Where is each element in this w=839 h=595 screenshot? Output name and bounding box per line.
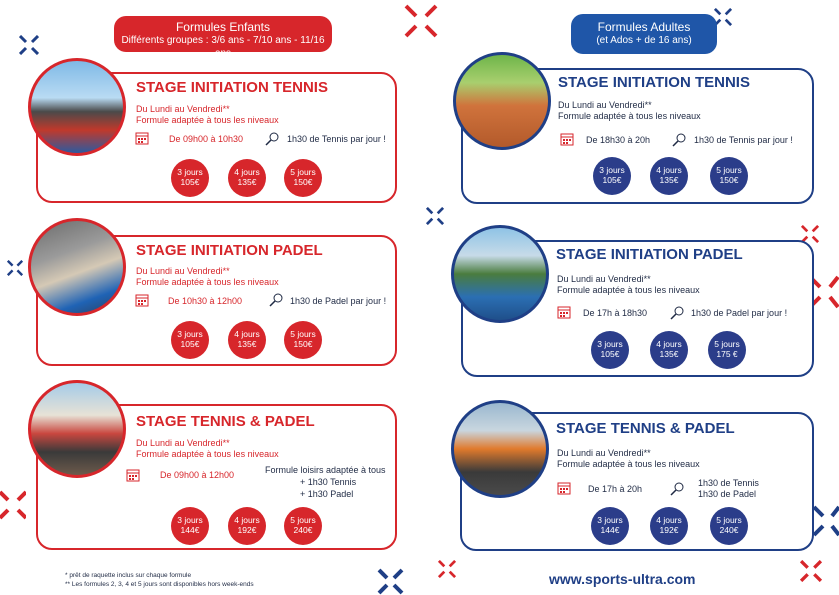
price-value: 105€: [602, 175, 622, 185]
calendar-icon: [557, 481, 571, 495]
price-days: 4 jours: [234, 167, 260, 177]
calendar-icon: [126, 468, 140, 482]
price-5-days: [284, 321, 322, 359]
price-days: 3 jours: [597, 515, 623, 525]
price-value: 135€: [659, 349, 679, 359]
racket-icon: [269, 293, 283, 307]
card-time: De 09h00 à 12h00: [160, 470, 235, 480]
header-subtitle: (et Ados + de 16 ans): [596, 35, 692, 46]
price-value: 105€: [180, 339, 200, 349]
card-title: STAGE TENNIS & PADEL: [556, 420, 735, 437]
price-days: 4 jours: [656, 339, 682, 349]
card-perday-1: Formule loisirs adaptée à tous: [265, 465, 386, 475]
card-time: De 17h à 20h: [588, 484, 643, 494]
price-days: 5 jours: [716, 165, 742, 175]
price-5-days: [284, 507, 322, 545]
price-value: 144€: [600, 525, 620, 535]
card-perday-2: 1h30 de Padel: [698, 489, 757, 499]
racket-icon: [670, 306, 684, 320]
price-3-days: [171, 159, 209, 197]
price-days: 5 jours: [714, 339, 740, 349]
card-perday-3: + 1h30 Padel: [300, 489, 354, 499]
price-5-days: [708, 331, 746, 369]
card-days: Du Lundi au Vendredi**: [136, 104, 230, 114]
price-value: 135€: [659, 175, 679, 185]
price-value: 150€: [719, 175, 739, 185]
price-days: 4 jours: [234, 329, 260, 339]
calendar-icon: [135, 293, 149, 307]
price-3-days: [593, 157, 631, 195]
racket-icon: [265, 132, 279, 146]
card-time: De 18h30 à 20h: [586, 135, 651, 145]
price-days: 5 jours: [716, 515, 742, 525]
price-days: 3 jours: [177, 167, 203, 177]
photo-adult-tennis: [453, 52, 551, 150]
card-days: Du Lundi au Vendredi**: [558, 100, 652, 110]
header-title: Formules Adultes: [597, 20, 691, 34]
card-subtitle: [557, 448, 700, 470]
price-4-days: [228, 159, 266, 197]
header-title: Formules Enfants: [175, 20, 271, 34]
price-days: 3 jours: [177, 329, 203, 339]
price-4-days: [650, 157, 688, 195]
card-level: Formule adaptée à tous les niveaux: [136, 449, 279, 459]
card-days: Du Lundi au Vendredi**: [557, 274, 651, 284]
card-time: De 09h00 à 10h30: [169, 134, 244, 144]
price-days: 5 jours: [290, 515, 316, 525]
cross-decoration-icon: [0, 490, 26, 520]
card-subtitle: [136, 438, 279, 460]
price-5-days: [710, 507, 748, 545]
price-days: 5 jours: [290, 329, 316, 339]
header-subtitle: Différents groupes : 3/6 ans - 7/10 ans - 11/16 ans: [121, 35, 325, 59]
card-perday: 1h30 de Tennis par jour !: [287, 134, 386, 144]
cross-decoration-icon: [19, 35, 39, 55]
price-3-days: [591, 507, 629, 545]
card-perday: 1h30 de Tennis par jour !: [694, 135, 793, 145]
card-days: Du Lundi au Vendredi**: [136, 438, 230, 448]
card-level: Formule adaptée à tous les niveaux: [557, 285, 700, 295]
price-4-days: [650, 507, 688, 545]
price-3-days: [171, 321, 209, 359]
price-3-days: [591, 331, 629, 369]
card-level: Formule adaptée à tous les niveaux: [136, 277, 279, 287]
price-days: 4 jours: [656, 515, 682, 525]
cross-decoration-icon: [7, 260, 23, 276]
price-value: 105€: [600, 349, 620, 359]
price-days: 4 jours: [656, 165, 682, 175]
cross-decoration-icon: [438, 560, 456, 578]
cross-decoration-icon: [404, 4, 438, 38]
card-perday: 1h30 de Padel par jour !: [691, 308, 788, 318]
photo-kids-padel: [28, 218, 126, 316]
price-days: 3 jours: [177, 515, 203, 525]
price-days: 4 jours: [234, 515, 260, 525]
price-4-days: [228, 321, 266, 359]
price-days: 3 jours: [599, 165, 625, 175]
card-perday: 1h30 de Padel par jour !: [290, 296, 387, 306]
price-value: 150€: [293, 177, 313, 187]
cross-decoration-icon: [812, 505, 839, 537]
photo-adult-tennis-padel: [451, 400, 549, 498]
footnote-1: * prêt de raquette inclus sur chaque formule: [65, 572, 192, 579]
price-5-days: [284, 159, 322, 197]
price-value: 192€: [659, 525, 679, 535]
card-days: Du Lundi au Vendredi**: [557, 448, 651, 458]
photo-kids-tennis-padel: [28, 380, 126, 478]
card-perday-2: + 1h30 Tennis: [300, 477, 357, 487]
price-value: 175 €: [716, 349, 738, 359]
card-subtitle: [136, 266, 279, 288]
calendar-icon: [135, 131, 149, 145]
photo-kids-tennis: [28, 58, 126, 156]
card-title: STAGE INITIATION TENNIS: [558, 74, 750, 91]
card-title: STAGE INITIATION PADEL: [136, 242, 323, 259]
racket-icon: [672, 133, 686, 147]
card-perday-1: 1h30 de Tennis: [698, 478, 759, 488]
website-link[interactable]: www.sports-ultra.com: [549, 571, 696, 587]
card-subtitle: [136, 104, 279, 126]
price-3-days: [171, 507, 209, 545]
price-value: 192€: [237, 525, 257, 535]
price-value: 144€: [180, 525, 200, 535]
price-value: 240€: [293, 525, 313, 535]
header-enfants: [114, 16, 332, 59]
price-value: 135€: [237, 177, 257, 187]
price-value: 105€: [180, 177, 200, 187]
cross-decoration-icon: [426, 207, 444, 225]
card-days: Du Lundi au Vendredi**: [136, 266, 230, 276]
card-title: STAGE TENNIS & PADEL: [136, 413, 315, 430]
card-time: De 17h à 18h30: [583, 308, 648, 318]
calendar-icon: [557, 305, 571, 319]
price-5-days: [710, 157, 748, 195]
header-adultes: [571, 14, 717, 54]
price-value: 240€: [719, 525, 739, 535]
card-title: STAGE INITIATION PADEL: [556, 246, 743, 263]
price-4-days: [228, 507, 266, 545]
card-title: STAGE INITIATION TENNIS: [136, 79, 328, 96]
price-days: 3 jours: [597, 339, 623, 349]
card-level: Formule adaptée à tous les niveaux: [558, 111, 701, 121]
photo-adult-padel: [451, 225, 549, 323]
price-4-days: [650, 331, 688, 369]
card-time: De 10h30 à 12h00: [168, 296, 243, 306]
card-subtitle: [557, 274, 700, 296]
price-value: 135€: [237, 339, 257, 349]
racket-icon: [670, 482, 684, 496]
price-days: 5 jours: [290, 167, 316, 177]
card-level: Formule adaptée à tous les niveaux: [557, 459, 700, 469]
calendar-icon: [560, 132, 574, 146]
card-subtitle: [558, 100, 701, 122]
card-level: Formule adaptée à tous les niveaux: [136, 115, 279, 125]
price-value: 150€: [293, 339, 313, 349]
cross-decoration-icon: [377, 568, 404, 595]
cross-decoration-icon: [800, 560, 822, 582]
footnote-2: ** Les formules 2, 3, 4 et 5 jours sont disponibles hors week-ends: [65, 581, 254, 588]
